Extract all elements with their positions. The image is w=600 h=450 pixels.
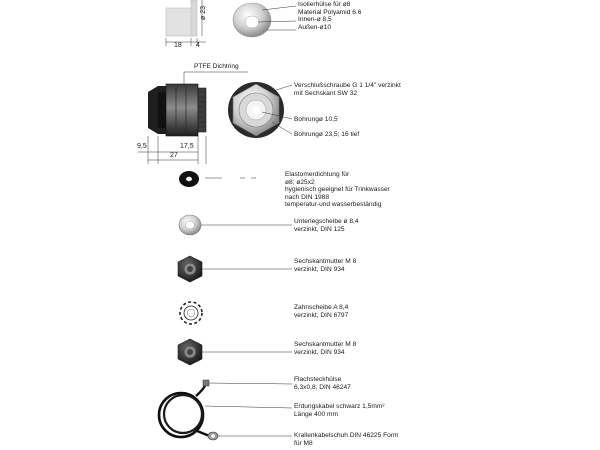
elastomer-seal bbox=[179, 171, 258, 187]
dim-27: 27 bbox=[170, 152, 178, 159]
label-claw-cable-lug: Krallenkabelschuh DIN 46225 Form für M8 bbox=[294, 432, 399, 447]
label-hex-nut-2: Sechskantmutter M 8 verzinkt, DIN 934 bbox=[294, 341, 357, 356]
insulating-sleeve-front-view bbox=[233, 3, 271, 37]
dim-4: 4 bbox=[196, 42, 200, 49]
label-bore-10-5: Bohrungø 10,5 bbox=[294, 116, 338, 123]
tooth-lock-washer bbox=[180, 302, 202, 324]
washer bbox=[179, 215, 292, 235]
label-elastomer-seal: Elastomerdichtung für ø8; ø25x2 hygienisch geeignet für Trinkwasser nach DIN 1988 temperatur-und wasserbeständig bbox=[285, 171, 390, 209]
ptfe-seal-label: PTFE Dichtring bbox=[194, 63, 239, 70]
ground-cable bbox=[159, 380, 218, 440]
label-flat-plug-sleeve: Flachsteckhülse 6,3x0,8; DIN 46247 bbox=[294, 376, 351, 391]
label-bore-23-5: Bohrungø 23,5; 16 tief bbox=[294, 131, 360, 138]
cable-leader-lines bbox=[205, 383, 292, 436]
label-hex-nut-1: Sechskantmutter M 8 verzinkt, DIN 934 bbox=[294, 258, 357, 273]
dim-9-5: 9,5 bbox=[137, 143, 147, 150]
dim-17-5: 17,5 bbox=[180, 143, 194, 150]
label-insulating-sleeve: Isolierhülse für ø8 Material Polyamid 6.6 Innen-ø 8,5 Außen-ø10 bbox=[298, 1, 362, 31]
dim-diameter-23: ø 23 bbox=[200, 5, 207, 20]
label-washer: Unterlegscheibe ø 8,4 verzinkt, DIN 125 bbox=[294, 218, 359, 233]
dim-18: 18 bbox=[174, 42, 182, 49]
label-ground-cable: Erdungskabel schwarz 1,5mm² Länge 400 mm bbox=[294, 403, 385, 418]
hex-nut-1 bbox=[178, 256, 292, 282]
label-tooth-lock-washer: Zahnscheibe A 8,4 verzinkt, DIN 6797 bbox=[294, 304, 349, 319]
hex-nut-2 bbox=[178, 339, 292, 365]
label-locking-screw: Verschlußschraube G 1 1/4" verzinkt mit Sechskant SW 32 bbox=[294, 82, 401, 97]
